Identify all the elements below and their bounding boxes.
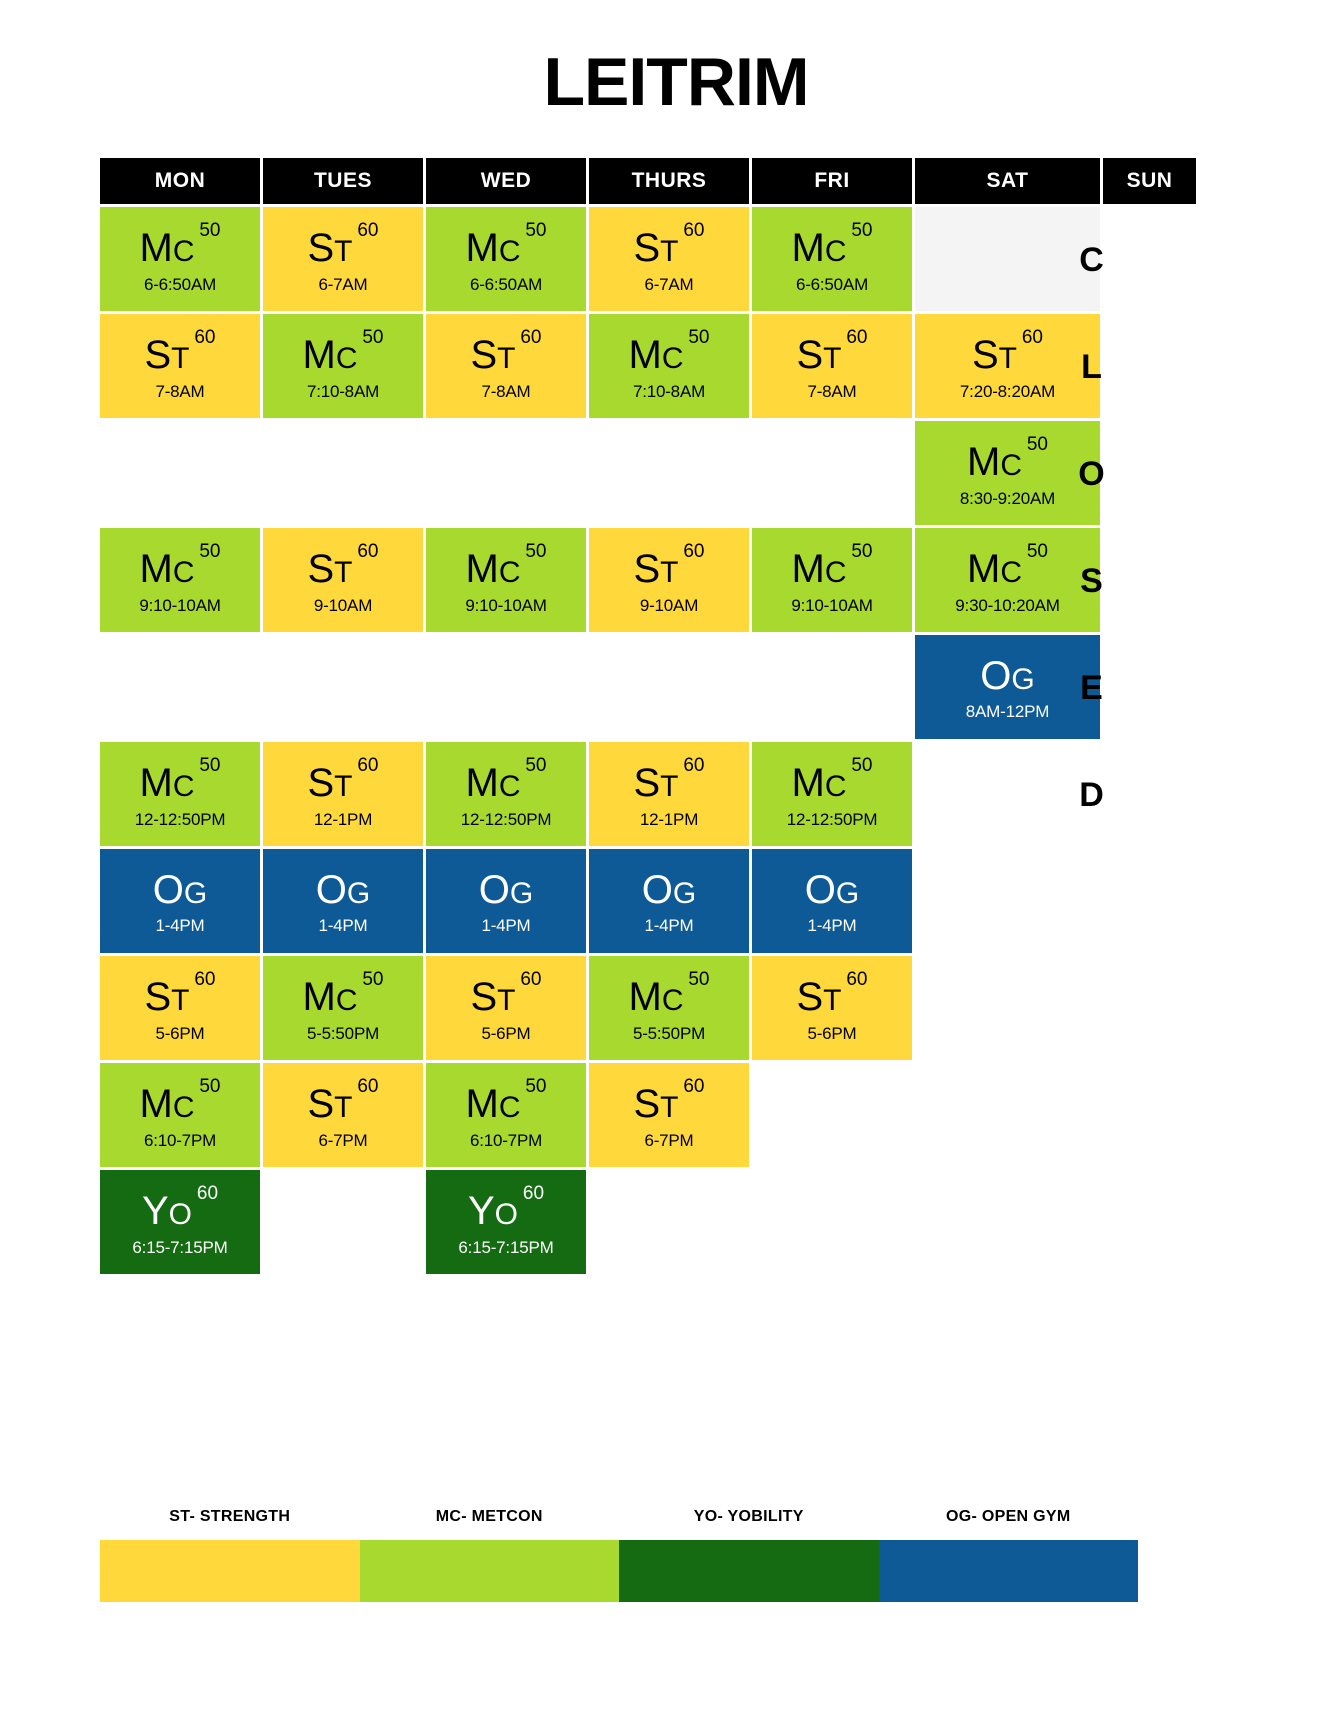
class-block-st[interactable] bbox=[589, 1063, 749, 1167]
class-duration: 60 bbox=[194, 968, 216, 990]
legend-color-swatch bbox=[879, 1540, 1139, 1602]
class-code: MC 50 bbox=[465, 540, 547, 591]
empty-slot bbox=[100, 421, 260, 525]
schedule-row bbox=[100, 635, 1138, 739]
class-block-st[interactable] bbox=[589, 528, 749, 632]
class-time: 6:15-7:15PM bbox=[458, 1237, 554, 1257]
class-time: 9-10AM bbox=[639, 595, 699, 615]
legend-label: OG- OPEN GYM bbox=[946, 1508, 1071, 1525]
class-block-st[interactable] bbox=[752, 314, 912, 418]
class-code: MC 50 bbox=[791, 540, 873, 591]
class-code: MC 50 bbox=[791, 754, 873, 805]
closed-letter: O bbox=[1078, 455, 1105, 493]
day-header-tues: TUES bbox=[263, 158, 423, 204]
schedule-row bbox=[100, 314, 1138, 418]
class-time: 5-6PM bbox=[807, 1023, 857, 1043]
legend-color-swatch bbox=[360, 1540, 620, 1602]
class-time: 7-8AM bbox=[155, 381, 205, 401]
class-block-mc[interactable] bbox=[752, 528, 912, 632]
class-duration: 60 bbox=[683, 1075, 705, 1097]
class-code: OG bbox=[641, 868, 697, 912]
class-block-mc[interactable] bbox=[752, 742, 912, 846]
class-block-mc[interactable] bbox=[100, 528, 260, 632]
class-block-mc[interactable] bbox=[426, 1063, 586, 1167]
class-code: OG bbox=[152, 868, 208, 912]
class-code: MC 50 bbox=[139, 754, 221, 805]
class-time: 12-12:50PM bbox=[460, 809, 552, 829]
class-duration: 50 bbox=[362, 968, 384, 990]
class-duration: 60 bbox=[357, 754, 379, 776]
class-time: 1-4PM bbox=[481, 916, 531, 935]
class-code: ST 60 bbox=[633, 1075, 705, 1126]
class-block-mc[interactable] bbox=[100, 742, 260, 846]
class-code: YO 60 bbox=[467, 1182, 545, 1233]
day-header-sun: SUN bbox=[1103, 158, 1196, 204]
closed-letter: C bbox=[1079, 241, 1104, 279]
empty-slot bbox=[915, 849, 1100, 953]
class-time: 9-10AM bbox=[313, 595, 373, 615]
class-code: ST 60 bbox=[796, 326, 868, 377]
schedule-row bbox=[100, 1170, 1138, 1274]
class-duration: 60 bbox=[1021, 326, 1043, 348]
day-header-wed: WED bbox=[426, 158, 586, 204]
class-time: 12-12:50PM bbox=[786, 809, 878, 829]
class-code: MC 50 bbox=[967, 433, 1048, 484]
legend-color-swatch bbox=[100, 1540, 360, 1602]
class-code: YO 60 bbox=[141, 1182, 219, 1233]
class-block-st[interactable] bbox=[426, 314, 586, 418]
day-header-sat: SAT bbox=[915, 158, 1100, 204]
empty-slot bbox=[589, 421, 749, 525]
class-code: MC 50 bbox=[791, 219, 873, 270]
class-block-yo[interactable] bbox=[100, 1170, 260, 1274]
schedule-row bbox=[100, 528, 1138, 632]
class-code: MC 50 bbox=[465, 754, 547, 805]
sunday-closed-column bbox=[1045, 207, 1138, 849]
class-code: ST 60 bbox=[144, 968, 216, 1019]
class-code: ST 60 bbox=[470, 968, 542, 1019]
class-block-st[interactable] bbox=[589, 742, 749, 846]
legend-labels bbox=[100, 1508, 1138, 1540]
class-time: 6:10-7PM bbox=[469, 1130, 543, 1150]
class-time: 8AM-12PM bbox=[965, 702, 1050, 721]
class-duration: 50 bbox=[362, 326, 384, 348]
class-code: OG bbox=[980, 654, 1035, 698]
class-duration: 50 bbox=[688, 968, 710, 990]
class-block-og[interactable] bbox=[263, 849, 423, 953]
closed-letter: S bbox=[1080, 562, 1103, 600]
class-code: ST 60 bbox=[971, 326, 1043, 377]
class-code: ST 60 bbox=[470, 326, 542, 377]
class-duration: 60 bbox=[683, 540, 705, 562]
class-code: ST 60 bbox=[633, 540, 705, 591]
class-code: MC 50 bbox=[465, 219, 547, 270]
class-block-og[interactable] bbox=[589, 849, 749, 953]
class-block-st[interactable] bbox=[263, 528, 423, 632]
class-block-mc[interactable] bbox=[589, 314, 749, 418]
class-block-mc[interactable] bbox=[100, 207, 260, 311]
legend-bars bbox=[100, 1540, 1138, 1602]
class-code: OG bbox=[804, 868, 860, 912]
empty-slot bbox=[752, 635, 912, 739]
class-duration: 60 bbox=[520, 968, 542, 990]
empty-slot bbox=[426, 635, 586, 739]
class-duration: 50 bbox=[1026, 433, 1048, 455]
class-code: MC 50 bbox=[628, 968, 710, 1019]
class-duration: 50 bbox=[199, 754, 221, 776]
class-duration: 60 bbox=[522, 1182, 545, 1204]
empty-slot bbox=[752, 1063, 912, 1167]
class-time: 6-7AM bbox=[318, 274, 368, 294]
class-code: MC 50 bbox=[628, 326, 710, 377]
class-code: MC 50 bbox=[465, 1075, 547, 1126]
class-time: 7:10-8AM bbox=[306, 381, 380, 401]
class-time: 7-8AM bbox=[481, 381, 531, 401]
class-block-og[interactable] bbox=[752, 849, 912, 953]
class-time: 12-1PM bbox=[639, 809, 699, 829]
schedule-row bbox=[100, 742, 1138, 846]
class-time: 9:10-10AM bbox=[465, 595, 547, 615]
class-block-og[interactable] bbox=[100, 849, 260, 953]
empty-slot bbox=[752, 421, 912, 525]
legend-label: MC- METCON bbox=[435, 1508, 543, 1525]
empty-slot bbox=[263, 635, 423, 739]
class-time: 6-7PM bbox=[318, 1130, 368, 1150]
class-duration: 50 bbox=[525, 219, 547, 241]
legend-label: YO- YOBILITY bbox=[693, 1508, 804, 1525]
class-time: 6-7PM bbox=[644, 1130, 694, 1150]
class-duration: 50 bbox=[525, 540, 547, 562]
class-time: 9:10-10AM bbox=[139, 595, 221, 615]
class-code: MC 50 bbox=[302, 326, 384, 377]
class-code: ST 60 bbox=[633, 754, 705, 805]
class-code: ST 60 bbox=[307, 219, 379, 270]
class-duration: 60 bbox=[194, 326, 216, 348]
class-duration: 50 bbox=[851, 219, 873, 241]
class-duration: 50 bbox=[851, 754, 873, 776]
class-code: ST 60 bbox=[307, 754, 379, 805]
empty-slot bbox=[263, 421, 423, 525]
class-block-mc[interactable] bbox=[426, 742, 586, 846]
class-time: 7:20-8:20AM bbox=[959, 381, 1056, 401]
class-time: 1-4PM bbox=[644, 916, 694, 935]
class-block-mc[interactable] bbox=[263, 314, 423, 418]
class-block-mc[interactable] bbox=[426, 207, 586, 311]
class-duration: 60 bbox=[196, 1182, 219, 1204]
day-header-thurs: THURS bbox=[589, 158, 749, 204]
class-block-st[interactable] bbox=[426, 956, 586, 1060]
class-code: ST 60 bbox=[633, 219, 705, 270]
class-duration: 60 bbox=[846, 968, 868, 990]
class-time: 5-5:50PM bbox=[632, 1023, 706, 1043]
day-header-fri: FRI bbox=[752, 158, 912, 204]
schedule-row bbox=[100, 207, 1138, 311]
empty-slot bbox=[915, 1170, 1100, 1274]
schedule-row bbox=[100, 956, 1138, 1060]
day-header-row bbox=[100, 158, 1173, 204]
class-code: ST 60 bbox=[144, 326, 216, 377]
class-time: 12-1PM bbox=[313, 809, 373, 829]
empty-slot bbox=[426, 421, 586, 525]
class-block-mc[interactable] bbox=[752, 207, 912, 311]
class-time: 6-6:50AM bbox=[143, 274, 217, 294]
class-duration: 60 bbox=[683, 219, 705, 241]
class-block-mc[interactable] bbox=[263, 956, 423, 1060]
class-code: MC 50 bbox=[139, 219, 221, 270]
closed-letter: E bbox=[1080, 669, 1103, 707]
class-time: 1-4PM bbox=[318, 916, 368, 935]
class-block-mc[interactable] bbox=[426, 528, 586, 632]
empty-slot bbox=[589, 1170, 749, 1274]
class-duration: 50 bbox=[1026, 540, 1048, 562]
empty-slot bbox=[263, 1170, 423, 1274]
class-time: 6-6:50AM bbox=[795, 274, 869, 294]
class-time: 6:10-7PM bbox=[143, 1130, 217, 1150]
class-block-st[interactable] bbox=[263, 742, 423, 846]
class-block-mc[interactable] bbox=[100, 1063, 260, 1167]
class-duration: 50 bbox=[199, 1075, 221, 1097]
day-header-mon: MON bbox=[100, 158, 260, 204]
class-time: 1-4PM bbox=[155, 916, 205, 935]
empty-slot bbox=[915, 956, 1100, 1060]
class-code: ST 60 bbox=[307, 540, 379, 591]
schedule-rows bbox=[100, 207, 1138, 1274]
legend-color-swatch bbox=[619, 1540, 879, 1602]
class-duration: 60 bbox=[520, 326, 542, 348]
class-time: 5-6PM bbox=[155, 1023, 205, 1043]
class-block-st[interactable] bbox=[752, 956, 912, 1060]
class-block-st[interactable] bbox=[589, 207, 749, 311]
class-time: 9:10-10AM bbox=[791, 595, 873, 615]
class-time: 5-5:50PM bbox=[306, 1023, 380, 1043]
class-code: OG bbox=[315, 868, 371, 912]
empty-slot bbox=[100, 635, 260, 739]
class-time: 7:10-8AM bbox=[632, 381, 706, 401]
class-duration: 60 bbox=[357, 1075, 379, 1097]
page-title: LEITRIM bbox=[543, 44, 809, 120]
schedule-row bbox=[100, 849, 1138, 953]
class-code: OG bbox=[478, 868, 534, 912]
schedule-row bbox=[100, 421, 1138, 525]
class-duration: 50 bbox=[688, 326, 710, 348]
class-block-st[interactable] bbox=[100, 314, 260, 418]
class-time: 6:15-7:15PM bbox=[132, 1237, 228, 1257]
empty-slot bbox=[915, 1063, 1100, 1167]
class-time: 1-4PM bbox=[807, 916, 857, 935]
class-block-mc[interactable] bbox=[589, 956, 749, 1060]
class-code: ST 60 bbox=[796, 968, 868, 1019]
schedule-grid bbox=[100, 158, 1173, 1274]
class-block-st[interactable] bbox=[263, 207, 423, 311]
class-duration: 50 bbox=[525, 754, 547, 776]
class-time: 7-8AM bbox=[807, 381, 857, 401]
class-block-og[interactable] bbox=[426, 849, 586, 953]
class-duration: 60 bbox=[357, 540, 379, 562]
closed-letter: L bbox=[1081, 348, 1102, 386]
schedule-row bbox=[100, 1063, 1138, 1167]
class-code: MC 50 bbox=[967, 540, 1048, 591]
legend-label: ST- STRENGTH bbox=[169, 1508, 291, 1525]
class-duration: 50 bbox=[525, 1075, 547, 1097]
closed-letter: D bbox=[1079, 776, 1104, 814]
class-code: MC 50 bbox=[302, 968, 384, 1019]
empty-slot bbox=[752, 1170, 912, 1274]
class-code: MC 50 bbox=[139, 1075, 221, 1126]
class-code: MC 50 bbox=[139, 540, 221, 591]
class-duration: 60 bbox=[846, 326, 868, 348]
class-duration: 60 bbox=[357, 219, 379, 241]
legend bbox=[100, 1508, 1138, 1602]
class-time: 6-6:50AM bbox=[469, 274, 543, 294]
empty-slot bbox=[589, 635, 749, 739]
class-block-yo[interactable] bbox=[426, 1170, 586, 1274]
class-code: ST 60 bbox=[307, 1075, 379, 1126]
class-duration: 50 bbox=[851, 540, 873, 562]
class-duration: 50 bbox=[199, 219, 221, 241]
class-block-st[interactable] bbox=[100, 956, 260, 1060]
class-duration: 50 bbox=[199, 540, 221, 562]
class-time: 8:30-9:20AM bbox=[959, 488, 1056, 508]
class-time: 5-6PM bbox=[481, 1023, 531, 1043]
class-time: 12-12:50PM bbox=[134, 809, 226, 829]
class-block-st[interactable] bbox=[263, 1063, 423, 1167]
class-duration: 60 bbox=[683, 754, 705, 776]
class-time: 9:30-10:20AM bbox=[955, 595, 1060, 615]
class-time: 6-7AM bbox=[644, 274, 694, 294]
